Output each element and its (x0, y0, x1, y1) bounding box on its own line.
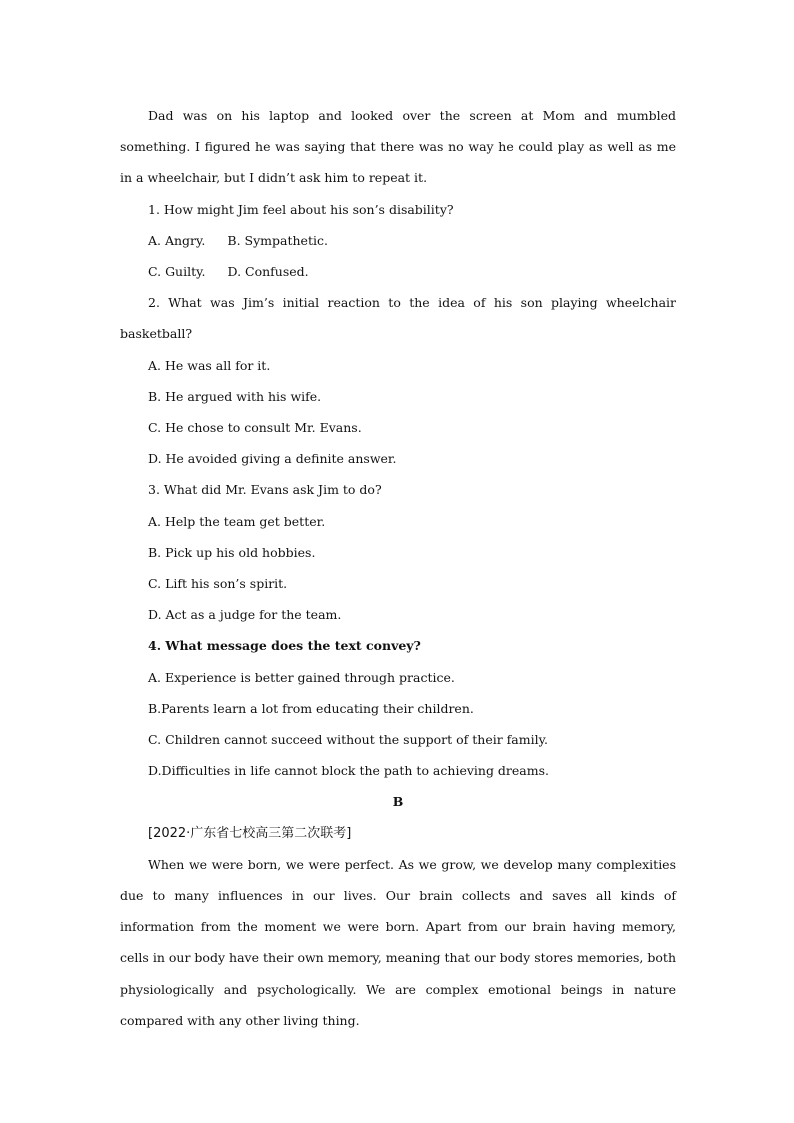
question-1-stem: 1. How might Jim feel about his son’s disability? (148, 201, 454, 217)
question-4-option-c: C. Children cannot succeed without the support of their family. (148, 732, 548, 748)
section-b-heading: B (392, 794, 404, 810)
question-2-option-d: D. He avoided giving a definite answer. (148, 451, 397, 467)
question-1-options-row-2 (120, 256, 676, 287)
passage-a-closing-paragraph: Dad was on his laptop and looked over the screen at Mom and mumbled something. I figured he was saying that there was no way he could play as well as me in a wheelchair, but I didn’t ask him to repeat it. (120, 108, 676, 186)
question-3-option-b: B. Pick up his old hobbies. (148, 544, 316, 560)
question-3-option-a: A. Help the team get better. (148, 513, 326, 529)
section-b-source: [2022·广东省七校高三第二次联考] (148, 825, 352, 841)
section-b-paragraph: When we were born, we were perfect. As we grow, we develop many complexities due to many influences in our lives. Our brain collects and saves all kinds of information from the moment we were born. Apart from our brain having memory, cells in our body have their own memory, meaning that our body stores memories, both physiologically and psychologically. We are complex emotional beings in nature compared with any other living thing. (120, 856, 676, 1028)
question-1-option-a: A. Angry. (148, 232, 206, 248)
question-4-stem: 4. What message does the text convey? (148, 638, 421, 654)
question-4-option-b: B.Parents learn a lot from educating their children. (148, 700, 474, 716)
question-2-option-c: C. He chose to consult Mr. Evans. (148, 420, 362, 436)
document-body (120, 100, 676, 1036)
question-3-stem: 3. What did Mr. Evans ask Jim to do? (148, 482, 382, 498)
question-3-option-c: C. Lift his son’s spirit. (148, 576, 288, 592)
question-4-option-a: A. Experience is better gained through practice. (148, 669, 455, 685)
question-1-option-d: D. Confused. (227, 264, 309, 280)
question-1-option-c: C. Guilty. (148, 264, 206, 280)
question-4-option-d: D.Difficulties in life cannot block the path to achieving dreams. (148, 763, 549, 779)
question-2-option-a: A. He was all for it. (148, 357, 271, 373)
question-3-option-d: D. Act as a judge for the team. (148, 607, 342, 623)
question-2-stem: 2. What was Jim’s initial reaction to the idea of his son playing wheelchair basketball? (120, 295, 676, 342)
question-2-option-b: B. He argued with his wife. (148, 388, 322, 404)
question-1-option-b: B. Sympathetic. (227, 232, 328, 248)
question-1-options-row-1 (120, 225, 676, 256)
